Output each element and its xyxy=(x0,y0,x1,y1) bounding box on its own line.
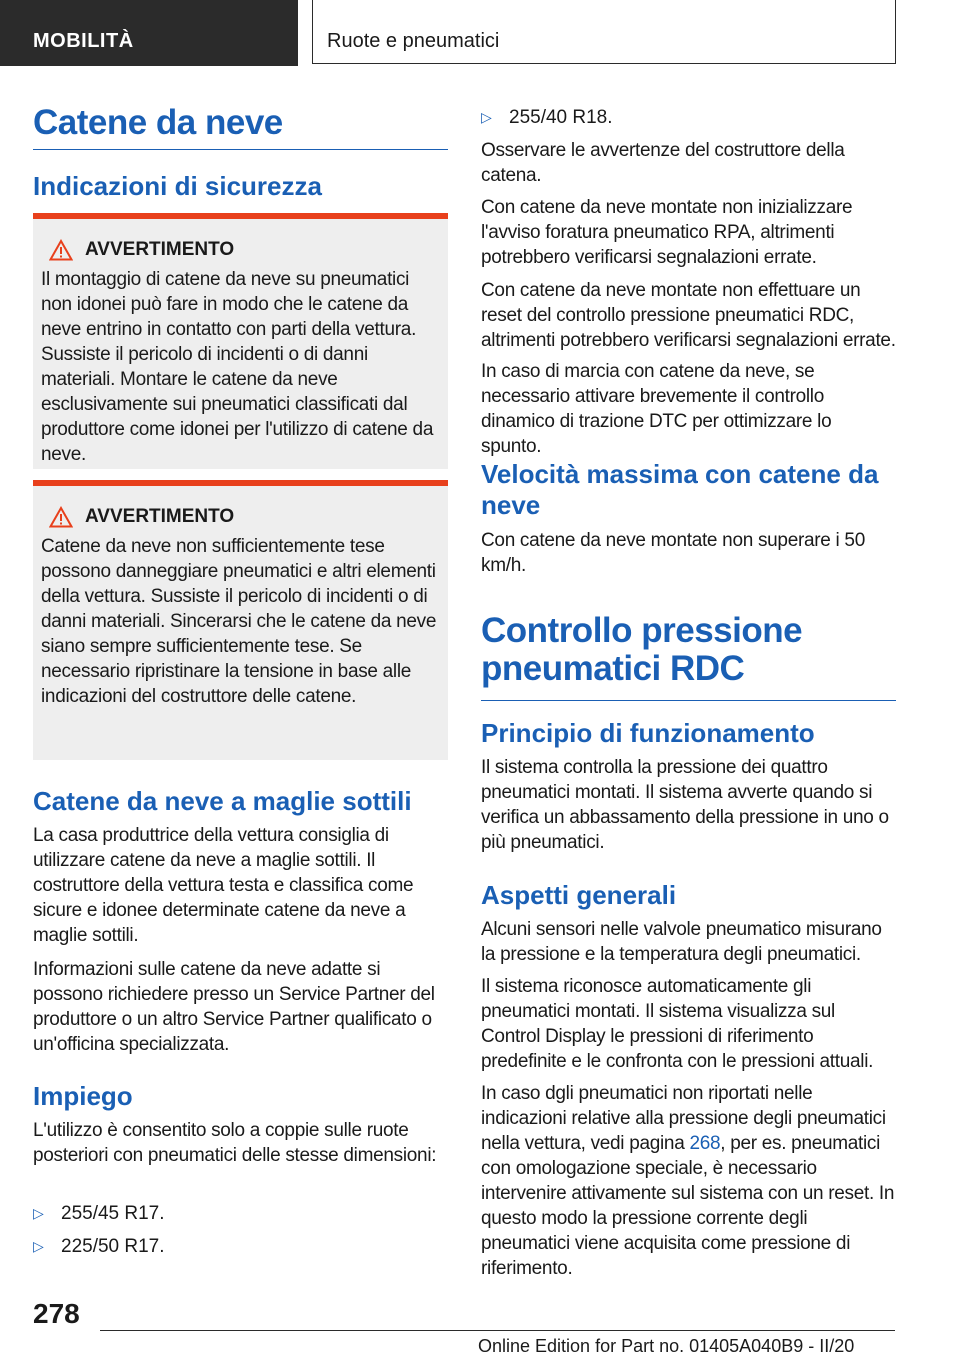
page-link[interactable]: 268 xyxy=(689,1133,721,1154)
edition-text: Online Edition for Part no. 01405A040B9 - II/20 xyxy=(478,1336,855,1356)
use-heading: Impiego xyxy=(33,1081,133,1111)
speed-heading: Velocità massima con catene da neve xyxy=(481,459,879,520)
bullet-triangle-icon: ▷ xyxy=(33,1205,44,1221)
fine-chains-heading: Catene da neve a maglie sottili xyxy=(33,786,412,816)
use-text: L'utilizzo è consentito solo a coppie sulle ruote posteriori con pneumatici delle stesse dimensioni: xyxy=(33,1120,437,1166)
body-text: Osservare le avvertenze del costruttore della catena. xyxy=(481,140,845,186)
principle-heading: Principio di funzionamento xyxy=(481,718,815,748)
section-label: MOBILITÀ xyxy=(0,0,298,66)
list-item: ▷ 255/45 R17. xyxy=(33,1203,165,1224)
safety-heading: Indicazioni di sicurezza xyxy=(33,171,322,201)
body-text: Con catene da neve montate non inizializzare l'avviso foratura pneumatico RPA, altrimenti potrebbero verificarsi segnalazioni errate. xyxy=(481,197,853,268)
rdc-title-block xyxy=(481,612,896,701)
warning-title-1: AVVERTIMENTO xyxy=(49,239,440,261)
general-heading: Aspetti generali xyxy=(481,880,677,910)
general-text-2: Il sistema riconosce automaticamente gli pneumatici montati. Il sistema visualizza sul Control Display le pressioni di riferimento predefinite e le confronta con le pressioni attuali. xyxy=(481,976,874,1072)
warning-text-1: Il montaggio di catene da neve su pneumatici non idonei può fare in modo che le catene da neve entrino in contatto con parti della vettura. Sussiste il pericolo di incidenti o di danni materiali. Montare le catene da neve esclusivamente sui pneumatici classificati dal produttore come idonei per l'utilizzo di catene da neve. xyxy=(41,269,434,465)
warning-text-2: Catene da neve non sufficientemente tese possono danneggiare pneumatici e altri elementi della vettura. Sussiste il pericolo di incidenti o di danni materiali. Sincerarsi che le catene da neve siano sempre sufficientemente tese. Se necessario ripristinare la tensione in base alle indicazioni del costruttore delle catene. xyxy=(41,536,437,707)
rdc-title: Controllo pressione pneumatici RDC xyxy=(481,611,803,688)
bullet-triangle-icon: ▷ xyxy=(481,109,492,125)
general-text-1: Alcuni sensori nelle valvole pneumatico misurano la pressione e la temperatura degli pneumatici. xyxy=(481,919,882,965)
chapter-label: Ruote e pneumatici xyxy=(312,0,896,64)
warning-box-2 xyxy=(33,480,448,760)
page-header xyxy=(0,0,960,66)
bullet-triangle-icon: ▷ xyxy=(33,1238,44,1254)
footer-divider xyxy=(100,1330,895,1331)
speed-text: Con catene da neve montate non superare i 50 km/h. xyxy=(481,530,865,576)
page-number: 278 xyxy=(33,1298,80,1329)
section-title: Catene da neve xyxy=(33,103,448,150)
warning-box-1 xyxy=(33,213,448,469)
warning-triangle-icon xyxy=(49,239,73,261)
general-text-3: In caso dgli pneumatici non riportati nelle indicazioni relative alla pressione degli pneumatici nella vettura, vedi pagina 268, per es. pneumatici con omologazione speciale, è necessario intervenire attivamente sul sistema con un reset. In questo modo la pressione corrente degli pneumatici viene acquisita come pressione di riferimento. xyxy=(481,1083,895,1279)
body-text: In caso di marcia con catene da neve, se necessario attivare brevemente il controllo dinamico di trazione DTC per ottimizzare lo spunto. xyxy=(481,361,832,457)
warning-triangle-icon xyxy=(49,506,73,528)
body-text: Con catene da neve montate non effettuare un reset del controllo pressione pneumatici RDC, altrimenti potrebbero verificarsi segnalazioni errate. xyxy=(481,280,896,351)
list-item: ▷ 225/50 R17. xyxy=(33,1236,165,1257)
fine-chains-text-2: Informazioni sulle catene da neve adatte si possono richiedere presso un Service Partner del produttore o un altro Service Partner qualificato o un'officina specializzata. xyxy=(33,959,435,1055)
principle-text: Il sistema controlla la pressione dei quattro pneumatici montati. Il sistema avverte quando si verifica un abbassamento della pressione in uno o più pneumatici. xyxy=(481,757,889,853)
list-item: ▷ 255/40 R18. xyxy=(481,107,613,128)
fine-chains-text-1: La casa produttrice della vettura consiglia di utilizzare catene da neve a maglie sottili. Il costruttore della vettura testa e classifica come sicure e idonee determinate catene da neve a maglie sottili. xyxy=(33,825,414,946)
warning-title-2: AVVERTIMENTO xyxy=(49,506,440,528)
